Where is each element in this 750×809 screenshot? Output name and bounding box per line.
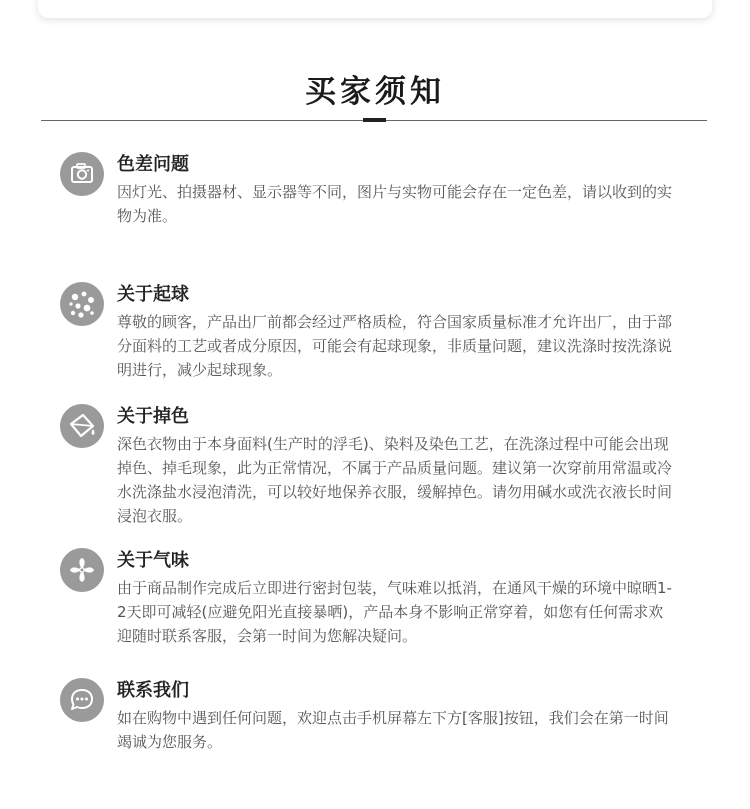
pilling-dots-icon <box>60 282 104 326</box>
fan-icon <box>60 548 104 592</box>
camera-icon <box>60 152 104 196</box>
top-card-edge <box>38 0 712 18</box>
section-heading: 关于气味 <box>117 550 189 571</box>
section-body: 由于商品制作完成后立即进行密封包装，气味难以抵消，在通风干燥的环境中晾晒1-2天即可减轻(应避免阳光直接暴晒)，产品本身不影响正常穿着，如您有任何需求欢迎随时联系客服，会第一时间为您解决疑问。 <box>117 579 672 645</box>
section-body: 如在购物中遇到任何问题，欢迎点击手机屏幕左下方[客服]按钮，我们会在第一时间竭诚为您服务。 <box>117 709 669 751</box>
page-title: 买家须知 <box>305 74 445 110</box>
title-divider-accent <box>363 118 386 122</box>
section-body: 因灯光、拍摄器材、显示器等不同，图片与实物可能会存在一定色差，请以收到的实物为准。 <box>117 183 673 225</box>
section-body: 尊敬的顾客，产品出厂前都会经过严格质检，符合国家质量标准才允许出厂，由于部分面料的工艺或者成分原因，可能会有起球现象，非质量问题，建议洗涤时按洗涤说明进行，减少起球现象。 <box>117 313 673 379</box>
section-heading: 联系我们 <box>117 680 189 701</box>
section-heading: 关于掉色 <box>117 406 189 427</box>
chat-bubble-icon <box>60 678 104 722</box>
section-heading: 色差问题 <box>117 154 189 175</box>
dye-bucket-icon <box>60 404 104 448</box>
section-body: 深色衣物由于本身面料(生产时的浮毛)、染料及染色工艺，在洗涤过程中可能会出现掉色、掉毛现象，此为正常情况，不属于产品质量问题。建议第一次穿前用常温或冷水洗涤盐水浸泡清洗，可以较好地保养衣服，缓解掉色。请勿用碱水或洗衣液长时间浸泡衣服。 <box>117 435 673 525</box>
section-heading: 关于起球 <box>117 284 189 305</box>
